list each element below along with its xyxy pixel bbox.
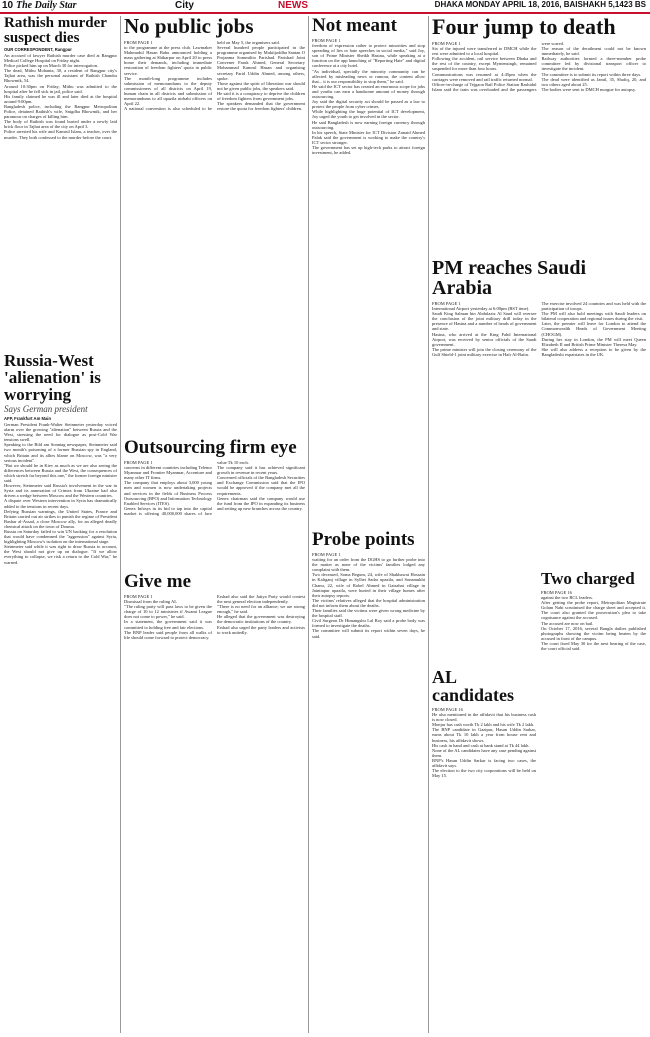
byline: OUR CORRESPONDENT, Rangpur: [4, 47, 72, 52]
headline: Outsourcing firm eye: [124, 437, 297, 458]
headline: No public jobs: [124, 14, 254, 38]
article-al-candidates: [432, 668, 536, 1033]
headline: Not meant: [312, 15, 397, 36]
article-body: FROM PAGE 1 Six of the injured were transferred to DMCH while the rest were admitted to a local hospital. Following the accident, rail service between Dhaka and the rest of the country, except Mymensingh, remained suspended for more than four hours. Communications was resumed at 4:45pm when the carriages were removed and rail traffic returned normal. Officer-in-charge of Tejgaon Rail Police Station Rashidul Islam said the train was overloaded and the passengers were scared. The reason of the derailment could not be known immediately, he said. Railway authorities formed a three-member probe committee led by divisional transport officer to investigate the incident. The committee is to submit its report within three days. The dead were identified as Jamil, 35, Shafiq, 20, and two others aged about 25. The bodies were sent to DMCH morgue for autopsy.: [432, 41, 646, 92]
column-rule: [308, 16, 309, 1033]
article-body: FROM PAGE 1 concerns in different countries including Telenor Myanmar and Frontier Myanmar, Accenture and many other IT firms. The company that employs about 3,000 young men and women is now undertaking projects and services in the fields of Business Process Outsourcing (BPO) and Information Technology Enabled Services (ITES). Genex Infosys in its bid to tap into the capital market is offering 40,000,000 shares of face value Tk 10 each. The company said it has achieved significant growth in revenue in recent years. Concerned officials of the Bangladesh Securities and Exchange Commission said that the IPO would be approved if the company met all the requirements. Genex chairman said the company would use the fund from the IPO in expanding its business and setting up new branches across the country.: [124, 460, 305, 516]
dateline: DHAKA MONDAY APRIL 18, 2016, BAISHAKH 5,1423 BS: [434, 0, 646, 9]
article-body: FROM PAGE 1 International Airport yesterday at 6:00pm (BST time). Saudi King Salman bin Abdulaziz Al Saud will oversee the conclusion of the joint military drill today in the presence of Hasina and a number of heads of government and state. Hasina, who arrived at the King Fahd International Airport, was received by senior officials of the Saudi government. The prime minister will join the closing ceremony of the Gulf Shield-1 joint military exercise in Hafr Al-Batin. The exercise involved 24 countries and was held with the participation of troops. The PM will also hold meetings with Saudi leaders on bilateral cooperation and regional issues during the visit. Later, the premier will leave for London to attend the Commonwealth Heads of Government Meeting (CHOGM). During her stay in London, the PM will meet Queen Elizabeth II and British Prime Minister Theresa May. She will also address a reception to be given by the Bangladeshi expatriates in the UK.: [432, 301, 646, 357]
article-body: An accused of lawyer Rathish murder case died at Rangpur Medical College Hospital on Friday night. Police picked him up on March 30 for interrogation. The dead, Mithu Mohanta, 30, a resident of Rangpur city's Tajhat area, was the personal assistant of Rathish Chandra Bhowmik, 54. Around 10:30pm on Friday, Mithu was admitted to the hospital after he fell sick in jail, police said. His family claimed he was ill and later died at the hospital around 9:00pm. Bangladesh police, including the Rangpur Metropolitan Police, detained Rathish's wife, Snigdha Bhowmik, and her paramour on charges of killing him. The body of Rathish was found buried under a newly laid brick floor in Tajhat area of the city on April 3. Police arrested his wife and Kamrul Islam, a teacher, over the murder. They both confessed to the murder before the court.: [4, 53, 117, 140]
headline: Rathish murder suspect dies: [4, 15, 107, 46]
masthead: [0, 0, 650, 14]
article-outsourcing: [124, 438, 305, 566]
column-rule: [428, 16, 429, 1033]
article-no-public-jobs: [124, 16, 305, 434]
article-russia-west: [4, 352, 117, 1033]
article-probe-points: [312, 530, 425, 1033]
headline: Russia-West 'alienation' is worrying: [4, 351, 101, 404]
section-label-city: City: [175, 0, 194, 11]
article-not-meant: [312, 16, 425, 524]
article-columns: [124, 40, 305, 111]
article-body: FROM PAGE 1 freedom of expression rather to protect minorities and stop spreading of lies or hate speeches in social media," said Joy, son of Prime Minister Sheikh Hasina, while speaking at a function on the app launching of "Reporting Hate" and digital conference at a city hotel. "As individual, specially the minority community can be affected by misleading news or rumour, the content allow that... it is our responsibility to stop them," he said. He said the ICT sector has created an enormous scope for jobs and youths can earn a handsome amount of money through outsourcing. Joy said the digital security act should be passed as a law to protect the people from cyber crimes. While highlighting the huge potential of ICT development, Joy urged the youth to get involved in the sector. He said Bangladesh is now earning foreign currency through outsourcing. In his speech, State Minister for ICT Division Zunaid Ahmed Palak said the government is working to make the country's ICT sector stronger. The government has set up high-tech parks to attract foreign investment, he added.: [312, 38, 425, 156]
headline: Four jump to death: [432, 14, 616, 39]
article-body: FROM PAGE 1 Dismissal from the ruling AL "The ruling party will pass laws to be given the charge of 10 to 12 ministries if Awami League does not come to power," he said. In a statement, the government said it was committed to holding free and fair elections. The BNP leader said people from all walks of life should come forward to protect democracy. Ershad also said the Jatiya Party would contest the next general election independently. "There is no need for an alliance; we are strong enough," he said. He alleged that the government was destroying the democratic institutions of the country. Ershad also urged the party leaders and activists to work unitedly.: [124, 594, 305, 640]
section-label-news: NEWS: [278, 0, 308, 11]
page-number: 10: [2, 0, 14, 11]
byline: AFP, Frankfurt Am Main: [4, 416, 51, 421]
headline: PM reaches Saudi Arabia: [432, 257, 587, 299]
paper-name: The Daily Star: [16, 0, 77, 11]
article-rathish: [4, 16, 117, 346]
article-body: German President Frank-Walter Steinmeier yesterday voiced alarm over the growing "alienation" between Russia and the West, stressing the need for dialogue as post-Cold War tensions swell. Speaking to the Bild am Sonntag newspaper, Steinmeier said two month's poisoning of a former Russian spy in England, which Britain and its allies blame on Moscow, was "a very serious incident". "But we should be in Kiev as much as we are also seeing the differences between Russia and the West, the consequences of which stretch far beyond this one," the former foreign minister said. However, Steinmeier said Russia's involvement in the war in Syria and its annexation of Crimea from Ukraine had also driven a wedge between Moscow and the Western countries. A dispute over Western intervention in Syria has dramatically added to the tensions in recent days. Defying Russian warnings, the United States, France and Britain carried out air strikes to punish the regime of President Bashar al-Assad, a close Moscow ally, for an alleged deadly chemical attack on the town of Douma. Russia on Saturday failed to win UN backing for a resolution that would have condemned the "aggression" against Syria, highlighting Moscow's isolation on the international stage. Steinmeier said while it was right to draw Russia to account, the West should not give up on dialogue. "If we allow everything to collapse, we risk a return to the Cold War," he warned.: [4, 422, 117, 565]
article-body: FROM PAGE 16 against the two BCL leaders. After getting the probe report, Metropolitan Magistrate Golam Nabi scrutinised the charge sheet and accepted it. The court also granted the prosecution's plea to take cognisance against the accused. The accused are now on bail. On October 17, 2016, several Bangla dailies published photographs showing the victim being beaten by the accused in front of the campus. The court fixed May 30 for the next hearing of the case, the court official said.: [541, 590, 646, 652]
headline: Give me: [124, 571, 192, 592]
headline: Two charged: [541, 569, 635, 588]
subheadline: Says German president: [4, 404, 88, 414]
column-rule: [120, 16, 121, 1033]
article-body: FROM PAGE 1 to the programme at the press club. Lawmaker Mahmudul Hasan Babu announced holding a mass gathering at Shikarpur on April 20 to press home their demands, including immediate restoration of freedom fighters' quota in public service. The month-long programme includes submission of memorandums to the deputy commissioners of all districts on April 19, human chain in all districts and submission of memorandums to all upazila nirbahi officers on April 22. A national convention is also scheduled to be held on May 5, the organisers said. Several hundred people participated in the programme organised by Muktijoddha Santan O Projanma Sommilito Parishad. Parishad Joint Convener Faruk Ahmed, General Secretary Mohammad Kamrul Hasan and organising secretary Farid Uddin Ahmed, among others, spoke. Those against the spirit of liberation war should not be given public jobs, the speakers said. He said it is a conspiracy to deprive the children of freedom fighters from government jobs. The speakers demanded that the government restore the quota for freedom fighters' children.: [124, 40, 305, 112]
article-give-me: [124, 572, 305, 1033]
article-four-jump: [432, 16, 646, 252]
article-body: FROM PAGE 1 waiting for an order from the DGHS to go further probe into the matter as none of the victims' families lodged any complaint with them. Two deceased, Soma Begum, 24, wife of Shakhawat Hossain in Kaliganj village in Sylhet Sadar upazila, and Sonamukhi Chanu, 22, wife of Robel Ahmed in Gaisahat village in Jaintiapur upazila, were buried in their village homes after their autopsy reports. The victims' relatives alleged that the hospital administration did not inform them about the deaths. Their families said the victims were given wrong medicine by the hospital staff. Civil Surgeon Dr Himangshu Lal Roy said a probe body was formed to investigate the deaths. The committee will submit its report within seven days, he said.: [312, 552, 425, 639]
headline: Probe points: [312, 529, 415, 550]
article-body: FROM PAGE 16 He also mentioned in the affidavit that his business cash is now closed. Monjur has cash worth Tk 2 lakh and his wife Tk 2 lakh. The BNP candidate in Gazipur, Hasan Uddin Sarkar, earns about Tk 10 lakh a year from house rent and business, his affidavit shows. His cash in hand and cash at bank stand at Tk 44 lakh. None of the AL candidates have any case pending against them. BNP's Hasan Uddin Sarkar is facing two cases, the affidavit says. The election to the two city corporations will be held on May 15.: [432, 707, 536, 779]
headline: AL candidates: [432, 667, 515, 705]
article-two-charged: [541, 570, 646, 1033]
